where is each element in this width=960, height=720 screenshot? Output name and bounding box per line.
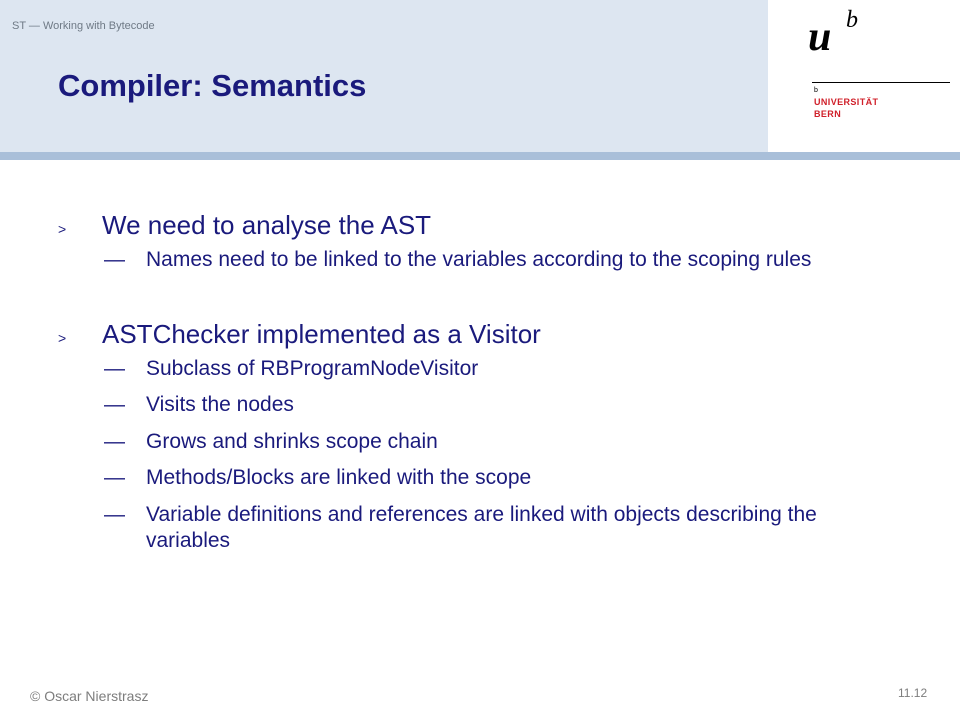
sub-item-text: Variable definitions and references are linked with objects describing the variables: [146, 503, 817, 552]
sub-item-dash: —: [104, 503, 125, 527]
sub-item-text: Methods/Blocks are linked with the scope: [146, 466, 532, 490]
copyright-footer: © Oscar Nierstrasz: [30, 688, 149, 704]
sub-item: [58, 465, 898, 491]
sub-item: [58, 247, 898, 273]
university-logo: [808, 6, 952, 124]
bullet-item: [58, 210, 898, 241]
sub-item-dash: —: [104, 393, 125, 417]
sub-item-text: Visits the nodes: [146, 393, 294, 417]
sub-list: [58, 356, 898, 554]
sub-item-text: Grows and shrinks scope chain: [146, 429, 438, 453]
bullet-marker: >: [58, 221, 67, 237]
page-number: 11.12: [898, 686, 928, 700]
logo-rule: [812, 82, 950, 83]
logo-u-mark: u: [808, 14, 832, 60]
sub-item-dash: —: [104, 356, 125, 380]
sub-item: [58, 502, 898, 553]
bullet-marker: >: [58, 329, 67, 346]
sub-item-dash: —: [104, 466, 125, 490]
sub-item: [58, 356, 898, 382]
slide-title: Compiler: Semantics: [58, 68, 367, 103]
sub-item: [58, 429, 898, 455]
sub-item-dash: —: [104, 429, 125, 453]
sub-list: [58, 247, 898, 273]
logo-b-mark: b: [846, 7, 858, 33]
bullet-text: We need to analyse the AST: [102, 210, 432, 240]
sub-item-text: Names need to be linked to the variables according to the scoping rules: [146, 248, 812, 271]
course-label: ST — Working with Bytecode: [12, 20, 155, 32]
sub-item-text: Subclass of RBProgramNodeVisitor: [146, 356, 479, 380]
slide-content: [58, 210, 898, 564]
logo-university-text: UNIVERSITÄT: [814, 97, 879, 107]
bullet-text: ASTChecker implemented as a Visitor: [102, 318, 541, 349]
slide-header: [0, 0, 768, 152]
sub-item: [58, 392, 898, 418]
bullet-item: [58, 319, 898, 350]
sub-item-dash: —: [104, 248, 125, 271]
header-divider: [0, 152, 960, 160]
logo-small-b: b: [814, 87, 818, 94]
logo-city-text: BERN: [814, 109, 842, 119]
